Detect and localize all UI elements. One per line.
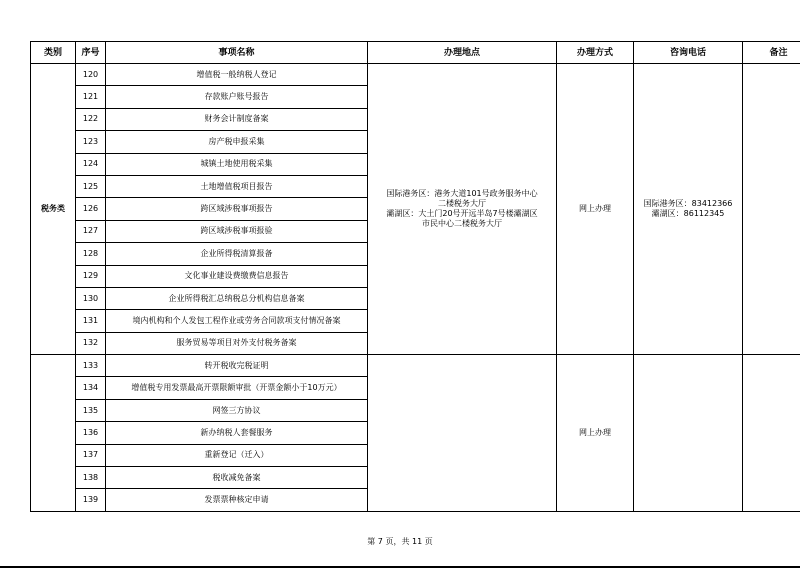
category-cell (31, 355, 76, 512)
seq-cell: 136 (76, 422, 106, 444)
item-name-cell: 发票票种核定申请 (106, 489, 368, 511)
page-number-footer: 第 7 页，共 11 页 (367, 537, 433, 546)
item-name-cell: 城镇土地使用税采集 (106, 153, 368, 175)
seq-cell: 126 (76, 198, 106, 220)
item-name-cell: 土地增值税项目报告 (106, 175, 368, 197)
phone-line: 国际港务区：83412366 (643, 199, 733, 209)
page-bottom-divider (0, 566, 800, 568)
header-phone: 咨询电话 (634, 42, 743, 64)
seq-cell: 137 (76, 444, 106, 466)
seq-cell: 135 (76, 399, 106, 421)
location-line: 灞湖区：大土门20号开远半岛7号楼灞湖区 (386, 209, 538, 219)
seq-cell: 133 (76, 355, 106, 377)
item-name-cell: 服务贸易等项目对外支付税务备案 (106, 332, 368, 354)
seq-cell: 138 (76, 467, 106, 489)
service-items-table (30, 41, 800, 512)
table-row (31, 64, 800, 86)
item-name-cell: 房产税申报采集 (106, 131, 368, 153)
item-name-cell: 企业所得税清算报备 (106, 243, 368, 265)
category-cell: 税务类 (31, 64, 76, 355)
table-header-row (31, 42, 800, 64)
remark-cell (743, 355, 800, 512)
item-name-cell: 文化事业建设费缴费信息报告 (106, 265, 368, 287)
phone-cell (634, 355, 743, 512)
seq-cell: 134 (76, 377, 106, 399)
seq-cell: 122 (76, 108, 106, 130)
phone-cell (634, 64, 743, 355)
item-name-cell: 税收减免备案 (106, 467, 368, 489)
item-name-cell: 企业所得税汇总纳税总分机构信息备案 (106, 287, 368, 309)
item-name-cell: 境内机构和个人发包工程作业或劳务合同款项支付情况备案 (106, 310, 368, 332)
seq-cell: 139 (76, 489, 106, 511)
item-name-cell: 增值税专用发票最高开票限额审批（开票金额小于10万元） (106, 377, 368, 399)
item-name-cell: 重新登记（迁入） (106, 444, 368, 466)
seq-cell: 131 (76, 310, 106, 332)
header-location: 办理地点 (368, 42, 557, 64)
item-name-cell: 跨区域涉税事项报告 (106, 198, 368, 220)
method-cell: 网上办理 (557, 355, 634, 512)
seq-cell: 129 (76, 265, 106, 287)
seq-cell: 130 (76, 287, 106, 309)
seq-cell: 124 (76, 153, 106, 175)
header-item: 事项名称 (106, 42, 368, 64)
item-name-cell: 新办纳税人套餐服务 (106, 422, 368, 444)
header-remark: 备注 (743, 42, 800, 64)
location-cell (368, 64, 557, 355)
method-cell: 网上办理 (557, 64, 634, 355)
seq-cell: 123 (76, 131, 106, 153)
seq-cell: 128 (76, 243, 106, 265)
item-name-cell: 转开税收完税证明 (106, 355, 368, 377)
item-name-cell: 增值税一般纳税人登记 (106, 64, 368, 86)
location-line: 国际港务区：港务大道101号政务服务中心 (386, 189, 538, 199)
seq-cell: 127 (76, 220, 106, 242)
seq-cell: 125 (76, 175, 106, 197)
header-category: 类别 (31, 42, 76, 64)
header-seq: 序号 (76, 42, 106, 64)
item-name-cell: 存款账户账号报告 (106, 86, 368, 108)
seq-cell: 132 (76, 332, 106, 354)
item-name-cell: 财务会计制度备案 (106, 108, 368, 130)
location-line: 二楼税务大厅 (438, 199, 486, 209)
header-method: 办理方式 (557, 42, 634, 64)
item-name-cell: 网签三方协议 (106, 399, 368, 421)
phone-line: 灞湖区：86112345 (651, 209, 725, 219)
table-row (31, 355, 800, 377)
remark-cell (743, 64, 800, 355)
location-cell (368, 355, 557, 512)
location-line: 市民中心二楼税务大厅 (422, 219, 502, 229)
item-name-cell: 跨区域涉税事项报验 (106, 220, 368, 242)
seq-cell: 121 (76, 86, 106, 108)
seq-cell: 120 (76, 64, 106, 86)
